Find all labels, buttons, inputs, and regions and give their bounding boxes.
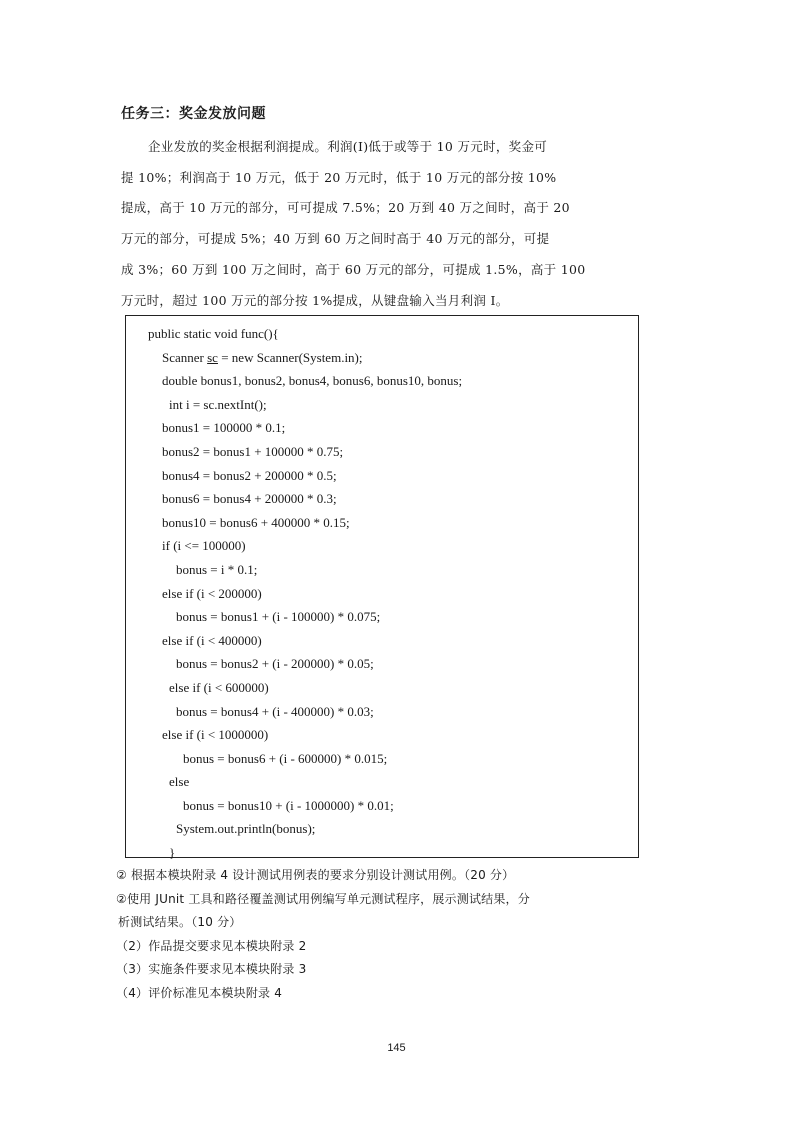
code-line bbox=[126, 652, 462, 676]
code-line bbox=[126, 416, 462, 440]
code-line bbox=[126, 582, 462, 606]
code-token: else bbox=[169, 774, 190, 790]
code-listing-box bbox=[125, 315, 639, 861]
code-token: bonus4 = bonus2 + 200000 * 0.5; bbox=[162, 467, 337, 483]
code-listing bbox=[126, 322, 462, 865]
note-line: （3）实施条件要求见本模块附录 3 bbox=[116, 962, 307, 977]
code-line bbox=[126, 393, 462, 417]
code-token: Scanner bbox=[162, 349, 208, 365]
code-token: bonus1 = 100000 * 0.1; bbox=[162, 420, 286, 436]
code-line bbox=[126, 723, 462, 747]
code-line bbox=[126, 511, 462, 535]
code-line bbox=[126, 487, 462, 511]
code-token: else if (i < 400000) bbox=[162, 632, 262, 648]
code-token: if (i <= 100000) bbox=[162, 538, 246, 554]
note-line: ② 根据本模块附录 4 设计测试用例表的要求分别设计测试用例。（20 分） bbox=[116, 868, 515, 882]
description-line: 提 10%；利润高于 10 万元，低于 20 万元时，低于 10 万元的部分按 10% bbox=[121, 169, 557, 185]
code-token: int i = sc.nextInt(); bbox=[169, 396, 267, 412]
code-line bbox=[126, 440, 462, 464]
code-token: bonus = bonus6 + (i - 600000) * 0.015; bbox=[183, 750, 388, 766]
code-line bbox=[126, 346, 462, 370]
task-description bbox=[121, 132, 589, 316]
code-line bbox=[126, 817, 462, 841]
code-line bbox=[126, 322, 462, 346]
code-token-underlined: sc bbox=[207, 349, 218, 365]
code-line bbox=[126, 558, 462, 582]
code-line bbox=[126, 629, 462, 653]
task-title: 任务三：奖金发放问题 bbox=[121, 106, 266, 122]
code-token: else if (i < 600000) bbox=[169, 679, 269, 695]
note-line: （2）作品提交要求见本模块附录 2 bbox=[116, 938, 307, 953]
description-line: 成 3%；60 万到 100 万之间时，高于 60 万元的部分，可提成 1.5%，高于 100 bbox=[121, 261, 586, 277]
code-token: bonus = bonus2 + (i - 200000) * 0.05; bbox=[176, 656, 374, 672]
description-line: 万元的部分，可提成 5%；40 万到 60 万之间时高于 40 万元的部分，可提 bbox=[121, 231, 550, 247]
code-line bbox=[126, 794, 462, 818]
requirements-notes bbox=[116, 864, 606, 1006]
code-line bbox=[126, 464, 462, 488]
code-line bbox=[126, 770, 462, 794]
code-line bbox=[126, 605, 462, 629]
code-line bbox=[126, 369, 462, 393]
code-line bbox=[126, 700, 462, 724]
code-token: bonus = bonus4 + (i - 400000) * 0.03; bbox=[176, 703, 374, 719]
code-token: double bonus1, bonus2, bonus4, bonus6, bonus10, bonus; bbox=[162, 373, 463, 389]
code-token: System.out.println(bonus); bbox=[176, 821, 316, 837]
note-line: ②使用 JUnit 工具和路径覆盖测试用例编写单元测试程序，展示测试结果，分 bbox=[116, 891, 530, 906]
code-token: bonus = bonus10 + (i - 1000000) * 0.01; bbox=[183, 797, 394, 813]
code-token: = new Scanner(System.in); bbox=[217, 349, 363, 365]
code-token: } bbox=[169, 845, 176, 861]
page-number: 145 bbox=[387, 1042, 406, 1054]
code-token: bonus = i * 0.1; bbox=[176, 561, 258, 577]
code-token: bonus6 = bonus4 + 200000 * 0.3; bbox=[162, 491, 337, 507]
code-line bbox=[126, 747, 462, 771]
code-line bbox=[126, 841, 462, 865]
description-line: 提成，高于 10 万元的部分，可可提成 7.5%；20 万到 40 万之间时，高于 20 bbox=[121, 200, 570, 216]
code-line bbox=[126, 534, 462, 558]
note-line: （4）评价标准见本模块附录 4 bbox=[116, 985, 283, 1000]
code-token: else if (i < 1000000) bbox=[162, 727, 269, 743]
code-token: public static void func(){ bbox=[148, 326, 279, 341]
code-token: else if (i < 200000) bbox=[162, 585, 262, 601]
code-token: bonus = bonus1 + (i - 100000) * 0.075; bbox=[176, 609, 381, 625]
code-token: bonus2 = bonus1 + 100000 * 0.75; bbox=[162, 443, 344, 459]
description-line: 万元时，超过 100 万元的部分按 1%提成，从键盘输入当月利润 I。 bbox=[121, 292, 509, 308]
note-line: 析测试结果。（10 分） bbox=[118, 915, 242, 930]
code-token: bonus10 = bonus6 + 400000 * 0.15; bbox=[162, 514, 350, 530]
description-line: 企业发放的奖金根据利润提成。利润(I)低于或等于 10 万元时，奖金可 bbox=[148, 139, 548, 154]
code-line bbox=[126, 676, 462, 700]
